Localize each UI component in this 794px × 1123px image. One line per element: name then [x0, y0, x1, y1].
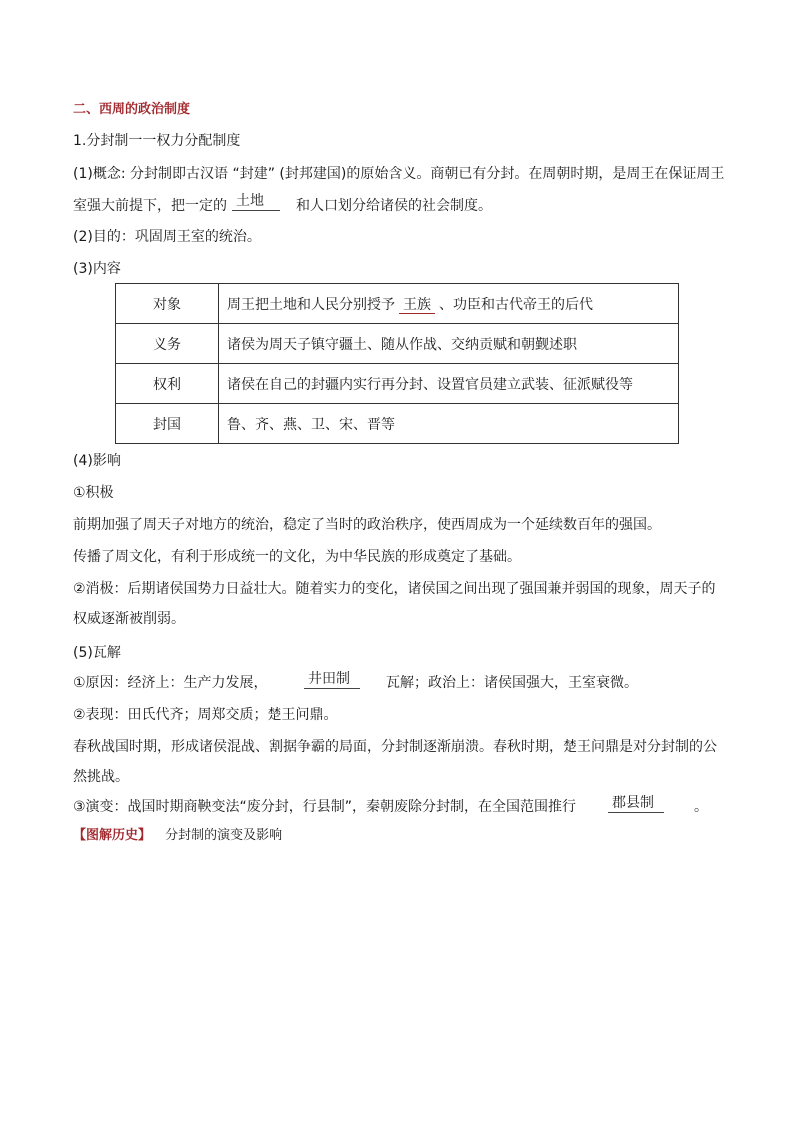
positive-text-1: 前期加强了周天子对地方的统治，稳定了当时的政治秩序，使西周成为一个延续数百年的强国。 [73, 517, 661, 533]
table-key: 义务 [116, 324, 219, 364]
spring-text-2: 然挑战。 [73, 769, 129, 785]
concept-answer-blank: 土地 [232, 192, 280, 211]
influence-label: (4)影响 [73, 453, 121, 469]
illustration-title: 分封制的演变及影响 [165, 828, 283, 843]
evolution-text: ③演变：战国时期商鞅变法“废分封，行县制”，秦朝废除分封制，在全国范围推行 [73, 799, 577, 815]
section-title: 二、西周的政治制度 [73, 102, 191, 117]
concept-line-2a: 室强大前提下，把一定的 [73, 198, 227, 214]
reason-answer-blank: 井田制 [304, 670, 360, 689]
fengjian-content-table [115, 283, 679, 444]
value-text-tail: 、功臣和古代帝王的后代 [439, 296, 593, 313]
evolution-end: 。 [694, 799, 708, 815]
concept-line-2b: 和人口划分给诸侯的社会制度。 [296, 198, 492, 214]
table-key: 对象 [116, 284, 219, 324]
negative-text-1: ②消极：后期诸侯国势力日益壮大。随着实力的变化，诸侯国之间出现了强国兼并弱国的现象，周天子的 [73, 581, 716, 597]
reason-text-a: ①原因：经济上：生产力发展， [73, 675, 268, 691]
illustration-tag: 【图解历史】 [73, 828, 152, 843]
content-label: (3)内容 [73, 261, 121, 277]
table-value: 诸侯为周天子镇守疆土、随从作战、交纳贡赋和朝觐述职 [219, 324, 679, 364]
table-key: 权利 [116, 364, 219, 404]
table-row [116, 324, 679, 364]
purpose-text: (2)目的：巩固周王室的统治。 [73, 229, 261, 245]
reason-text-b: 瓦解；政治上：诸侯国强大，王室衰微。 [386, 675, 638, 691]
manifest-text: ②表现：田氏代齐；周郑交质；楚王问鼎。 [73, 707, 338, 723]
spring-text-1: 春秋战国时期，形成诸侯混战、割据争霸的局面，分封制逐渐崩溃。春秋时期，楚王问鼎是对分封制的公 [73, 739, 717, 755]
concept-line-1: (1)概念: 分封制即古汉语 “封建” (封邦建国)的原始含义。商朝已有分封。在周朝时期，是周王在保证周王 [73, 166, 725, 182]
table-value: 诸侯在自己的封疆内实行再分封、设置官员建立武装、征派赋役等 [219, 364, 679, 404]
subsection-title: 1.分封制一一权力分配制度 [73, 133, 241, 149]
table-row [116, 364, 679, 404]
table-value [219, 284, 679, 324]
answer-blank: 王族 [399, 297, 435, 314]
table-key: 封国 [116, 404, 219, 444]
evolution-answer-blank: 郡县制 [608, 794, 664, 813]
positive-label: ①积极 [73, 485, 114, 501]
value-text: 周王把土地和人民分别授予 [227, 296, 395, 313]
positive-text-2: 传播了周文化，有利于形成统一的文化，为中华民族的形成奠定了基础。 [73, 549, 521, 565]
table-row [116, 284, 679, 324]
collapse-label: (5)瓦解 [73, 645, 121, 661]
table-value: 鲁、齐、燕、卫、宋、晋等 [219, 404, 679, 444]
negative-text-2: 权威逐渐被削弱。 [73, 611, 185, 627]
table-row [116, 404, 679, 444]
illustration-heading [73, 826, 282, 846]
